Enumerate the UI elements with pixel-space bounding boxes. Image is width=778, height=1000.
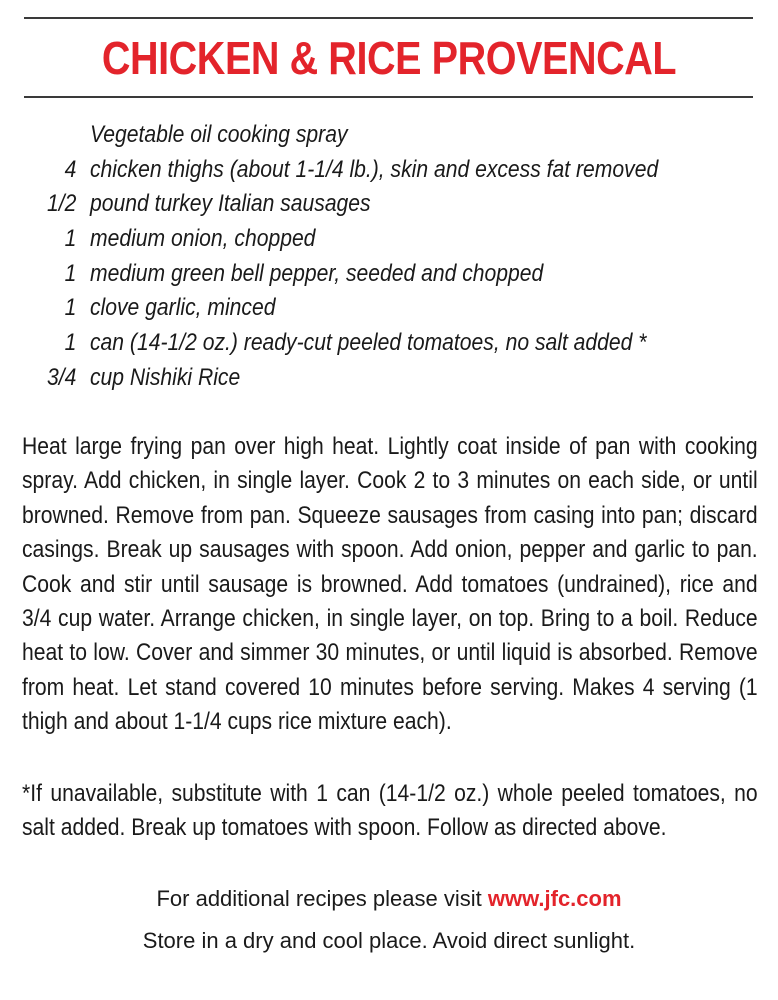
ingredient-text: chicken thighs (about 1-1/4 lb.), skin and excess fat removed [90, 155, 659, 183]
ingredient-item [0, 257, 778, 292]
ingredient-quantity: 1 [64, 259, 76, 287]
ingredient-text: pound turkey Italian sausages [90, 190, 371, 218]
ingredient-item [0, 118, 778, 153]
ingredient-quantity: 1 [64, 294, 76, 322]
ingredient-quantity: 1 [64, 225, 76, 253]
ingredient-quantity: 3/4 [46, 363, 76, 391]
ingredient-item [0, 187, 778, 222]
ingredient-item [0, 222, 778, 257]
ingredient-list [0, 118, 778, 396]
ingredient-text: medium onion, chopped [90, 225, 316, 253]
website-link[interactable]: www.jfc.com [487, 886, 622, 911]
ingredient-text: clove garlic, minced [90, 294, 276, 322]
ingredient-item [0, 153, 778, 188]
ingredient-item [0, 326, 778, 361]
ingredient-quantity: 4 [64, 155, 76, 183]
ingredient-text: medium green bell pepper, seeded and chopped [90, 259, 544, 287]
ingredient-text: cup Nishiki Rice [90, 363, 241, 391]
substitution-footnote: *If unavailable, substitute with 1 can (14-1/2 oz.) whole peeled tomatoes, no salt added. Break up tomatoes with spoon. Follow as directed above. [22, 780, 758, 842]
ingredient-item [0, 291, 778, 326]
ingredient-text: can (14-1/2 oz.) ready-cut peeled tomatoes, no salt added * [90, 329, 647, 357]
ingredient-quantity: 1 [64, 329, 76, 357]
cooking-instructions: Heat large frying pan over high heat. Lightly coat inside of pan with cooking spray. Add chicken, in single layer. Cook 2 to 3 minutes on each side, or until browned. Remove from pan. Squeeze sausages from casing into pan; discard casings. Break up sausages with spoon. Add onion, pepper and garlic to pan. Cook and stir until sausage is browned. Add tomatoes (undrained), rice and 3/4 cup water. Arrange chicken, in single layer, on top. Bring to a boil. Reduce heat to low. Cover and simmer 30 minutes, or until liquid is absorbed. Remove from heat. Let stand covered 10 minutes before serving. Makes 4 serving (1 thigh and about 1-1/4 cups rice mixture each). [22, 433, 758, 736]
title-divider [24, 96, 753, 98]
ingredient-quantity: 1/2 [46, 190, 76, 218]
storage-instructions: Store in a dry and cool place. Avoid direct sunlight. [142, 928, 636, 953]
visit-text: For additional recipes please visit [156, 886, 482, 911]
ingredient-item [0, 361, 778, 396]
ingredient-text: Vegetable oil cooking spray [90, 121, 348, 148]
top-divider [24, 17, 753, 19]
recipe-title: CHICKEN & RICE PROVENCAL [101, 32, 677, 84]
recipes-link-line [0, 882, 778, 916]
